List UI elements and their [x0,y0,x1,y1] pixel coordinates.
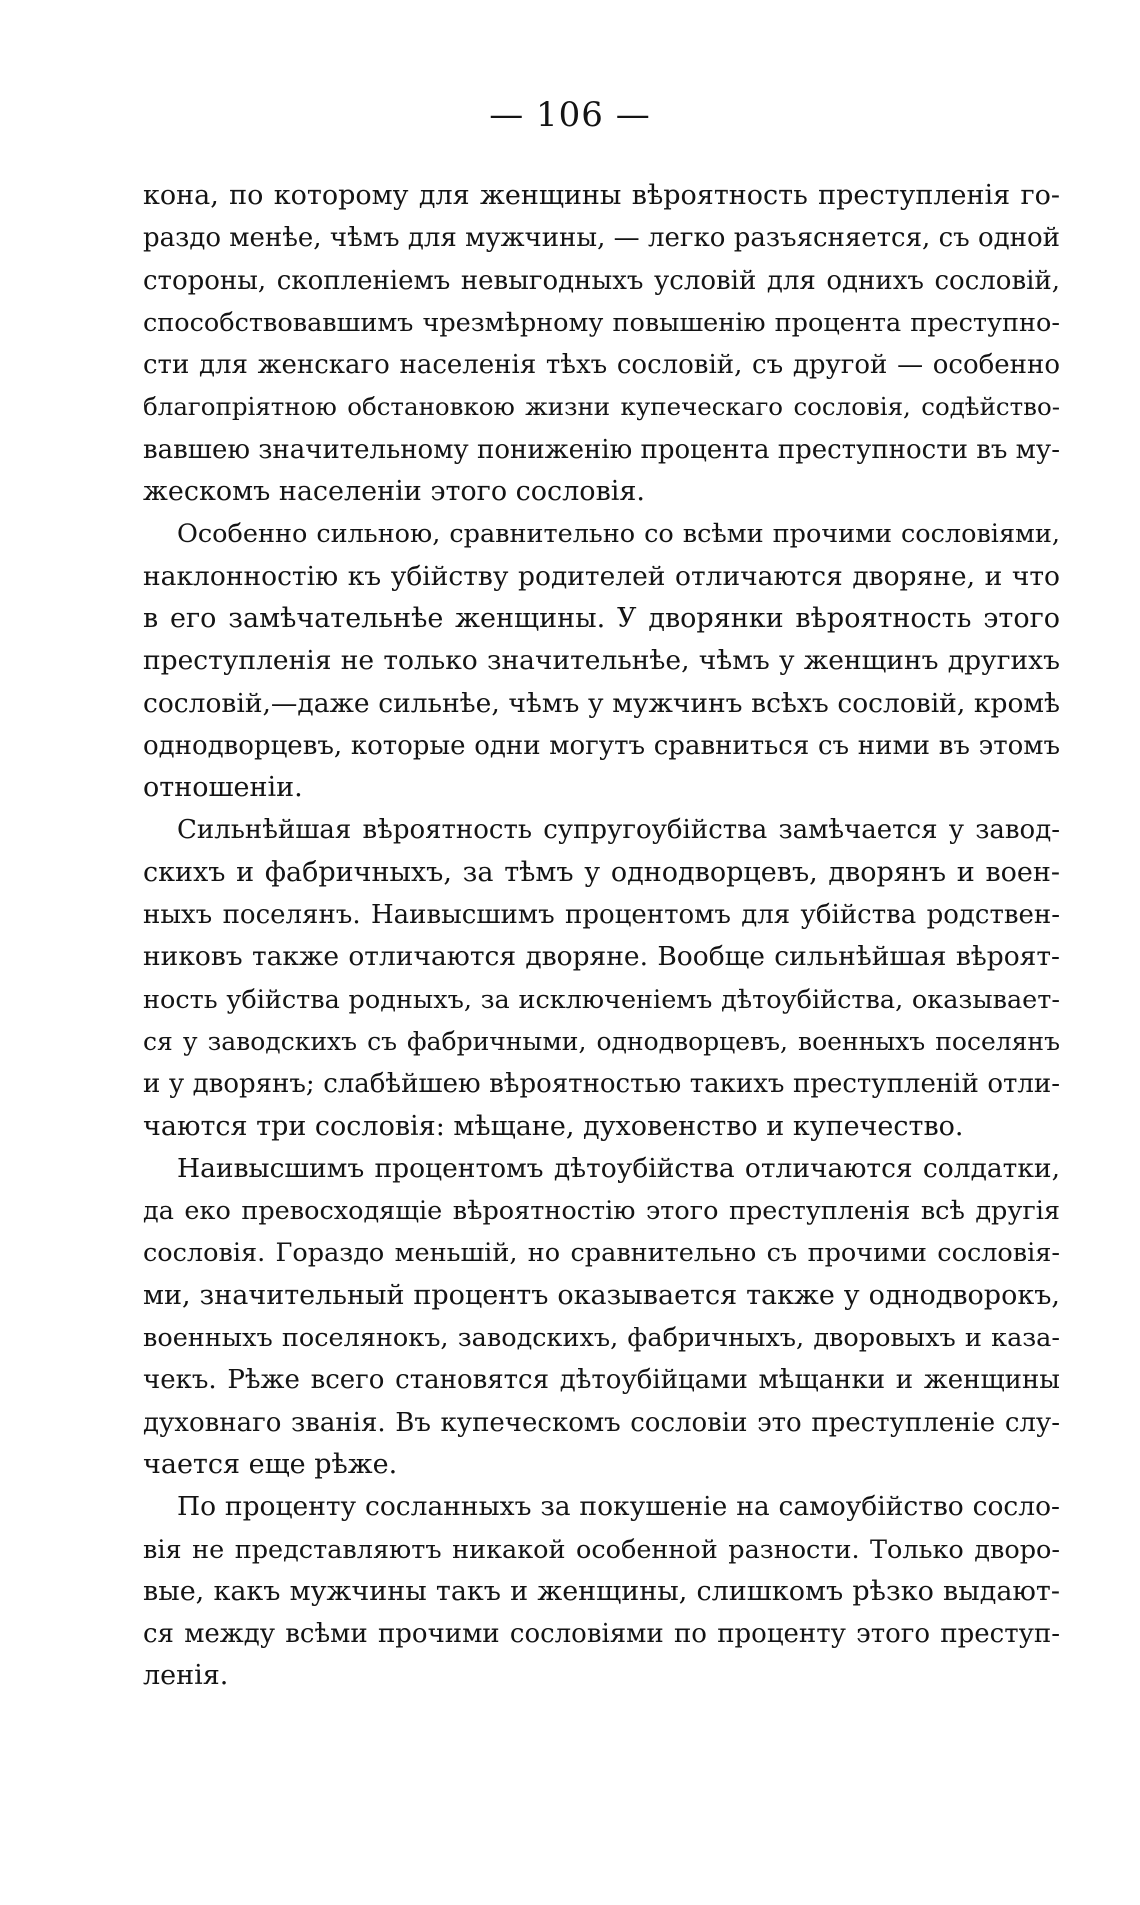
page-number: — 106 — [489,95,651,135]
text-line: да еко превосходящіе вѣроятностію этого преступленія всѣ другія [143,1196,1060,1227]
text-line: Сильнѣйшая вѣроятность супругоубійства замѣчается у завод- [177,815,1060,846]
text-line: ленія. [143,1660,229,1692]
text-line: стороны, скопленіемъ невыгодныхъ условій для однихъ сословій, [143,265,1060,296]
text-line: наклонностію къ убійству родителей отличаются дворяне, и что [143,560,1060,592]
body-text [143,175,1060,1698]
text-line: По проценту сосланныхъ за покушеніе на самоубійство сосло- [177,1491,1060,1523]
text-line: благопріятною обстановкою жизни купеческаго сословія, содѣйство- [143,392,1060,422]
text-line: отношеніи. [143,772,303,804]
text-line: чекъ. Рѣже всего становятся дѣтоубійцами мѣщанки и женщины [143,1365,1060,1396]
text-line: вавшею значительному пониженію процента преступности въ му- [143,434,1060,465]
text-line: сословія. Гораздо меньшій, но сравнительно съ прочими сословія- [143,1238,1060,1269]
text-line: кона, по которому для женщины вѣроятность преступленія го- [143,180,1060,211]
text-line: ся между всѣми прочими сословіями по проценту этого преступ- [143,1619,1060,1650]
text-line: жескомъ населеніи этого сословія. [143,476,646,508]
text-line: военныхъ поселянокъ, заводскихъ, фабричныхъ, дворовыхъ и каза- [143,1323,1060,1354]
text-line: сословій,—даже сильнѣе, чѣмъ у мужчинъ всѣхъ сословій, кромѣ [143,687,1060,719]
text-line: вые, какъ мужчины такъ и женщины, слишкомъ рѣзко выдают- [143,1575,1060,1607]
text-line: Наивысшимъ процентомъ дѣтоубійства отличаются солдатки, [177,1152,1060,1184]
text-line: способствовавшимъ чрезмѣрному повышенію процента преступно- [143,307,1060,338]
text-line: скихъ и фабричныхъ, за тѣмъ у однодворцевъ, дворянъ и воен- [143,856,1060,888]
text-line: никовъ также отличаются дворяне. Вообще сильнѣйшая вѣроят- [143,941,1060,973]
text-line: и у дворянъ; слабѣйшею вѣроятностью такихъ преступленій отли- [143,1069,1060,1100]
text-line: раздо менѣе, чѣмъ для мужчины, — легко разъясняется, съ одной [143,223,1060,254]
text-line: однодворцевъ, которые одни могутъ сравниться съ ними въ этомъ [143,730,1060,761]
text-line: ми, значительный процентъ оказывается также у однодворокъ, [143,1279,1060,1311]
text-line: Особенно сильною, сравнительно со всѣми прочими сословіями, [177,519,1060,550]
text-line: в его замѣчательнѣе женщины. У дворянки вѣроятность этого [143,602,1060,634]
text-line: сти для женскаго населенія тѣхъ сословій, съ другой — особенно [143,350,1060,381]
text-line: чаются три сословія: мѣщане, духовенство и купечество. [143,1110,964,1142]
text-line: духовнаго званія. Въ купеческомъ сословіи это преступленіе слу- [143,1407,1060,1438]
text-line: ныхъ поселянъ. Наивысшимъ процентомъ для убійства родствен- [143,900,1060,931]
text-line: преступленія не только значительнѣе, чѣмъ у женщинъ другихъ [143,645,1060,677]
text-line: чается еще рѣже. [143,1448,398,1480]
text-line: вія не представляютъ никакой особенной разности. Только дворо- [143,1534,1060,1565]
text-line: ся у заводскихъ съ фабричными, однодворцевъ, военныхъ поселянъ [143,1026,1060,1056]
text-line: ность убійства родныхъ, за исключеніемъ дѣтоубійства, оказывает- [143,984,1060,1015]
